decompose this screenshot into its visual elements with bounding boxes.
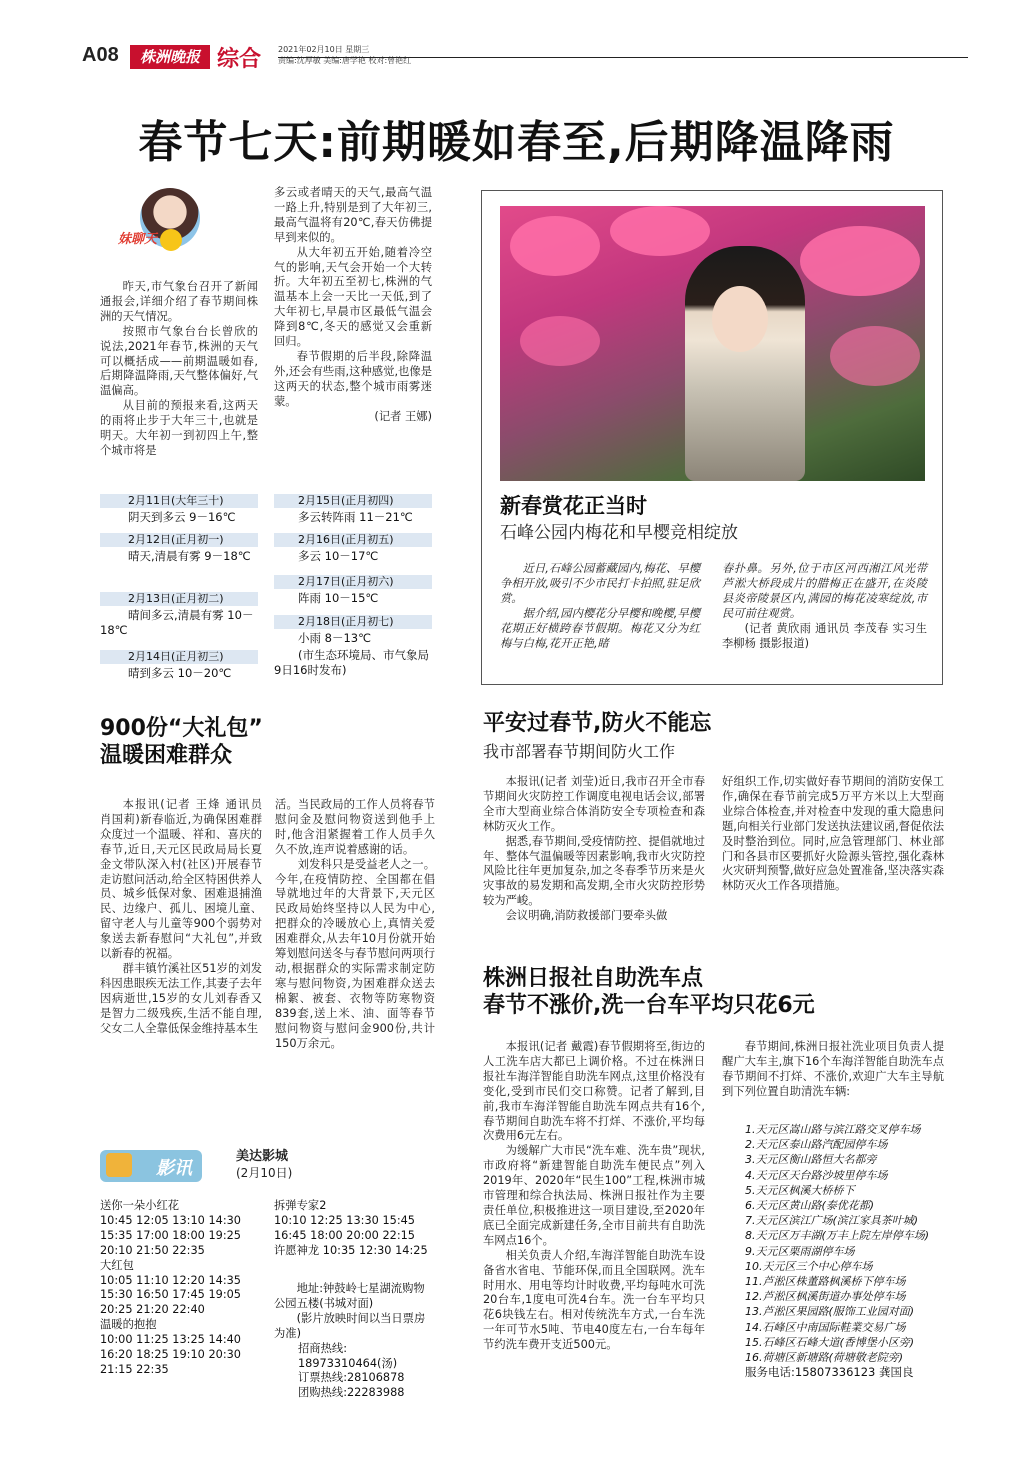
film-times: 15:35 17:00 18:00 19:25: [100, 1228, 241, 1242]
film-title: 送你一朵小红花: [100, 1199, 180, 1212]
gift-story-title-1: 900份“大礼包”: [100, 716, 263, 741]
film-times: 10:10 12:25 13:30 15:45: [274, 1213, 415, 1227]
paragraph: 好组织工作,切实做好春节期间的消防安保工作,确保在春节前完成5万平方米以上大型商业综合体检查,并对检查中发现的重大隐患问题,向相关行业部门发送执法建议函,督促依法及时整治到位。同时,应急管理部门、林业部门和各县市区要抓好火险源头管控,强化森林火灾研判预警,做好应急处置准备,坚决落实森林防灭火工作各项措施。: [722, 775, 944, 893]
list-item: 6.天元区黄山路(泰优花都): [745, 1199, 875, 1213]
paragraph: 按照市气象台台长曾欣的说法,2021年春节,株洲的天气可以概括成——前期温暖如春,后期降温降雨,天气整体偏好,气温偏高。: [100, 324, 258, 398]
paragraph: 昨天,市气象台召开了新闻通报会,详细介绍了春节期间株洲的天气情况。: [100, 280, 258, 323]
list-item: 1.天元区嵩山路与滨江路交叉停车场: [745, 1123, 921, 1136]
list-item: 2.天元区泰山路汽配园停车场: [745, 1138, 888, 1152]
cinema-name: 美达影城: [236, 1149, 289, 1164]
forecast-text: 晴天,清晨有雾 9－18℃: [128, 549, 251, 563]
forecast-text: 晴间多云,清晨有雾 10－18℃: [100, 608, 254, 637]
photo-story-text-right: [722, 562, 927, 651]
person-face: [712, 286, 768, 352]
forecast-date: 2月17日(正月初六): [298, 575, 394, 588]
film-title: 温暖的抱抱: [100, 1318, 157, 1332]
forecast-text: 阵雨 10－15℃: [298, 591, 379, 605]
weather-badge-icon: [118, 228, 182, 251]
list-item: 10.天元区三个中心停车场: [745, 1259, 873, 1273]
forecast-date: 2月13日(正月初二): [128, 592, 224, 605]
fire-story-title: 平安过春节,防火不能忘: [483, 711, 712, 736]
paragraph: 本报讯(记者 刘莹)近日,我市召开全市春节期间火灾防控工作调度电视电话会议,部署全市大型商业综合体消防安全专项检查和森林防灭火工作。: [483, 775, 705, 833]
cinema-date: (2月10日): [236, 1166, 293, 1180]
film-times: 15:30 16:50 17:45 19:05: [100, 1288, 241, 1302]
film-times: 20:25 21:20 22:40: [100, 1303, 205, 1317]
list-item: 7.天元区滨江广场(滨江家具茶叶城): [745, 1214, 919, 1228]
header-rule: [278, 57, 968, 58]
cinema-films-left: [100, 1199, 265, 1378]
carwash-title-2: 春节不涨价,洗一台车平均只花6元: [483, 993, 815, 1018]
fire-story-col2: [722, 775, 944, 894]
paragraph: 春节期间,株洲日报社洗业项目负责人提醒广大车主,旗下16个车海洋智能自助洗车点春节期间不打烊、不涨价,欢迎广大车主导航到下列位置自助清洗车辆:: [722, 1040, 944, 1098]
hotline-label: 招商热线:: [298, 1341, 347, 1355]
fire-story-col1: [483, 775, 705, 924]
film-title: 拆弹专家2: [274, 1199, 327, 1212]
paragraph: 春节假期的后半段,除降温外,还会有些雨,这种感觉,也像是这两天的状态,整个城市雨雾迷蒙。: [274, 349, 432, 408]
paragraph: 近日,石峰公园蓄藏园内,梅花、早樱争相开放,吸引不少市民打卡拍照,驻足欣赏。: [500, 562, 700, 605]
photo-story-text-left: [500, 562, 700, 651]
byline: (记者 王娜): [374, 409, 432, 423]
paragraph: 相关负责人介绍,车海洋智能自助洗车设备省水省电、节能环保,而且全国联网。洗车时用水、用电等均计时收费,平均每吨水可洗20台车,1度电可洗4台车。洗一台车平均只花6块钱左右。相对传统洗车方式,一台车洗一年可节水5吨、节电40度左右,一台车每年节约洗车费开支近500元。: [483, 1248, 705, 1352]
film-times: 10:05 11:10 12:20 14:35: [100, 1273, 241, 1287]
main-headline: 春节七天:前期暖如春至,后期降温降雨: [138, 117, 895, 168]
cinema-address: 地址:钟鼓岭七星湖流购物公园五楼(书城对面): [274, 1282, 425, 1310]
film-times: 10:00 11:25 13:25 14:40: [100, 1333, 241, 1347]
byline: (记者 黄欣雨 通讯员 李茂春 实习生 李柳杨 摄影报道): [722, 621, 927, 650]
list-item: 12.芦淞区枫溪街道办事处停车场: [745, 1290, 906, 1304]
paragraph: 群丰镇竹溪社区51岁的刘发科因患眼疾无法工作,其妻子去年因病逝世,15岁的女儿刘春香又是智力二级残疾,生活不能自理,父女二人全靠低保金维持基本生: [100, 961, 262, 1035]
forecast-date: 2月12日(正月初一): [128, 533, 224, 546]
film-times: 16:20 18:25 19:10 20:30: [100, 1348, 241, 1362]
carwash-col1: [483, 1040, 705, 1353]
weather-mid: [274, 186, 432, 425]
cinema-note: (影片放映时间以当日票房为准): [274, 1311, 426, 1340]
paragraph: 活。当民政局的工作人员将春节慰问金及慰问物资送到他手上时,他含泪紧握着工作人员手久久不放,连声说着感谢的话。: [275, 798, 435, 856]
list-item: 14.石峰区中南国际鞋業交易广场: [745, 1320, 906, 1334]
forecast-date: 2月16日(正月初五): [298, 533, 394, 546]
carwash-title-1: 株洲日报社自助洗车点: [483, 966, 704, 991]
film-times: 21:15 22:35: [100, 1362, 169, 1376]
film-camera-icon: [106, 1153, 132, 1177]
forecast-text: 阴天到多云 9－16℃: [128, 510, 236, 524]
forecast-source: (市生态环境局、市气象局9日16时发布): [274, 648, 429, 677]
photo-story-subtitle: 石峰公园内梅花和早樱竞相绽放: [500, 523, 738, 543]
list-item: 4.天元区天台路沙坡里停车场: [745, 1168, 888, 1182]
forecast-date: 2月15日(正月初四): [298, 494, 394, 507]
list-item: 11.芦淞区株董路枫溪桥下停车场: [745, 1275, 906, 1289]
hotline: 18973310464(汤): [298, 1356, 398, 1370]
paragraph: 刘发科只是受益老人之一。今年,在疫情防控、全国都在倡导就地过年的大背景下,天元区民政局始终坚持以人民为中心,把群众的冷暖放心上,真情关爱困难群众,从去年10月份就开始筹划慰问送冬与春节慰问两项行动,根据群众的实际需求制定防寒与慰问物资,为困难群众送去棉絮、被套、衣物等防寒物资839套,送上米、油、面等春节慰问物资与慰问金900份,共计150万余元。: [275, 857, 435, 1050]
film-times: 16:45 18:00 20:00 22:15: [274, 1228, 415, 1242]
blossom-shape: [830, 326, 920, 386]
gift-story-col2: [275, 798, 435, 1051]
paragraph: 据介绍,园内樱花分早樱和晚樱,早樱花期正好横跨春节假期。梅花又分为红梅与白梅,花开正艳,睹: [500, 606, 700, 650]
list-item: 8.天元区万丰湖(万丰上院左岸停车场): [745, 1229, 930, 1243]
paragraph: 多云或者晴天的天气,最高气温一路上升,特别是到了大年初三,最高气温将有20℃,春天仿佛提早到来似的。: [274, 186, 432, 244]
forecast-text: 小雨 8－13℃: [298, 631, 372, 645]
staff-line: 责编:沈厚敏 美编:唐学艳 校对:曾艳红: [278, 56, 412, 65]
list-item: 13.芦淞区果园路(服饰工业园对面): [745, 1305, 915, 1319]
list-item: 5.天元区枫溪大桥桥下: [745, 1183, 855, 1197]
list-item: 9.天元区栗雨湖停车场: [745, 1244, 855, 1258]
weather-badge-label: 妹聊天: [118, 232, 158, 247]
film-times: 10:45 12:05 13:10 14:30: [100, 1213, 241, 1227]
photo-story-title: 新春赏花正当时: [500, 494, 647, 518]
paragraph: 春扑鼻。另外,位于市区河西湘江风光带芦淞大桥段成片的腊梅正在盛开,在炎陵县炎帝陵景区内,满园的梅花凌寒绽放,市民可前往观赏。: [722, 562, 927, 620]
blossom-shape: [610, 206, 710, 256]
paragraph: 本报讯(记者 王烽 通讯员 肖国莉)新春临近,为确保困难群众度过一个温暖、祥和、喜庆的春节,近日,天元区民政局局长夏金文带队深入村(社区)开展春节走访慰问活动,给全区特困供养人员、城乡低保对象、困难退捕渔民、边缘户、孤儿、困境儿童、留守老人与儿童等900个弱势对象送去新春慰问“大礼包”,并致以新春的祝福。: [100, 798, 262, 961]
list-item: 16.荷塘区新塘路(荷塘敬老院旁): [745, 1351, 904, 1365]
forecast-date: 2月18日(正月初七): [298, 615, 394, 628]
sun-icon: [160, 229, 182, 251]
section-title: 综合: [217, 47, 262, 72]
cinema-films-right: [274, 1199, 444, 1259]
paragraph: 据悉,春节期间,受疫情防控、提倡就地过年、整体气温偏暖等因素影响,我市火灾防控风险比往年更加复杂,加之冬春季节历来是火灾事故的易发期和高发期,全市火灾防控形势较为严峻。: [483, 834, 705, 908]
list-item: 15.石峰区石峰大道(香博堡小区旁): [745, 1335, 915, 1349]
film-title: 大红包: [100, 1258, 134, 1272]
gift-story-title-2: 温暖困难群众: [100, 743, 233, 768]
cinema-contact: [274, 1282, 434, 1401]
forecast-text: 多云 10－17℃: [298, 549, 379, 563]
forecast-date: 2月11日(大年三十): [128, 494, 224, 507]
page-number: A08: [82, 44, 119, 66]
person-figure: [685, 246, 805, 481]
gift-story-col1: [100, 798, 262, 1037]
cinema-badge-label: 影讯: [156, 1158, 192, 1179]
booking-hotline: 订票热线:28106878: [298, 1371, 405, 1385]
paragraph: 会议明确,消防救援部门要牵头做: [505, 909, 668, 923]
blossom-photo: [500, 206, 925, 481]
carwash-location-list: [745, 1122, 945, 1380]
weather-lead: [100, 280, 258, 459]
list-item: 3.天元区衡山路恒大名都旁: [745, 1153, 877, 1167]
forecast-text: 多云转阵雨 11－21℃: [298, 510, 413, 524]
service-phone: 服务电话:15807336123 龚国良: [745, 1365, 914, 1380]
paragraph: 从目前的预报来看,这两天的雨将止步于大年三十,也就是明天。大年初一到初四上午,整个城市将是: [100, 399, 258, 457]
newspaper-logo: 株洲晚报: [130, 45, 210, 69]
blossom-shape: [800, 226, 920, 296]
carwash-col2: [722, 1040, 944, 1100]
blossom-shape: [520, 316, 600, 366]
fire-story-subtitle: 我市部署春节期间防火工作: [483, 742, 676, 761]
group-hotline: 团购热线:22283988: [298, 1386, 405, 1400]
date-line: 2021年02月10日 星期三: [278, 45, 370, 54]
forecast-text: 晴到多云 10－20℃: [128, 666, 232, 680]
film-title: 许愿神龙: [274, 1243, 320, 1257]
paragraph: 为缓解广大市民“洗车难、洗车贵”现状,市政府将“新建智能自助洗车便民点”列入2019年、2020年“民生100”工程,株洲市城市管理和综合执法局、株洲日报社作为主要责任单位,积极推进这一项目建设,至2020年底已全面完成新建任务,全市目前共有自助洗车网点16个。: [483, 1144, 705, 1247]
film-times: 20:10 21:50 22:35: [100, 1243, 205, 1257]
forecast-date: 2月14日(正月初三): [128, 650, 224, 663]
blossom-shape: [510, 216, 600, 276]
film-times: 10:35 12:30 14:25: [322, 1243, 428, 1257]
paragraph: 本报讯(记者 戴霞)春节假期将至,街边的人工洗车店大都已上调价格。不过在株洲日报社车海洋智能自助洗车网点,这里价格没有变化,受到市民们交口称赞。记者了解到,目前,我市车海洋智能自助洗车网点共有16个,春节期间自助洗车将不打烊、不涨价,平均每次费用6元左右。: [483, 1040, 705, 1143]
paragraph: 从大年初五开始,随着冷空气的影响,天气会开始一个大转折。大年初五至初七,株洲的气温基本上会一天比一天低,到了大年初七,早晨市区最低气温会降到8℃,冬天的感觉又会重新回归。: [274, 245, 432, 349]
